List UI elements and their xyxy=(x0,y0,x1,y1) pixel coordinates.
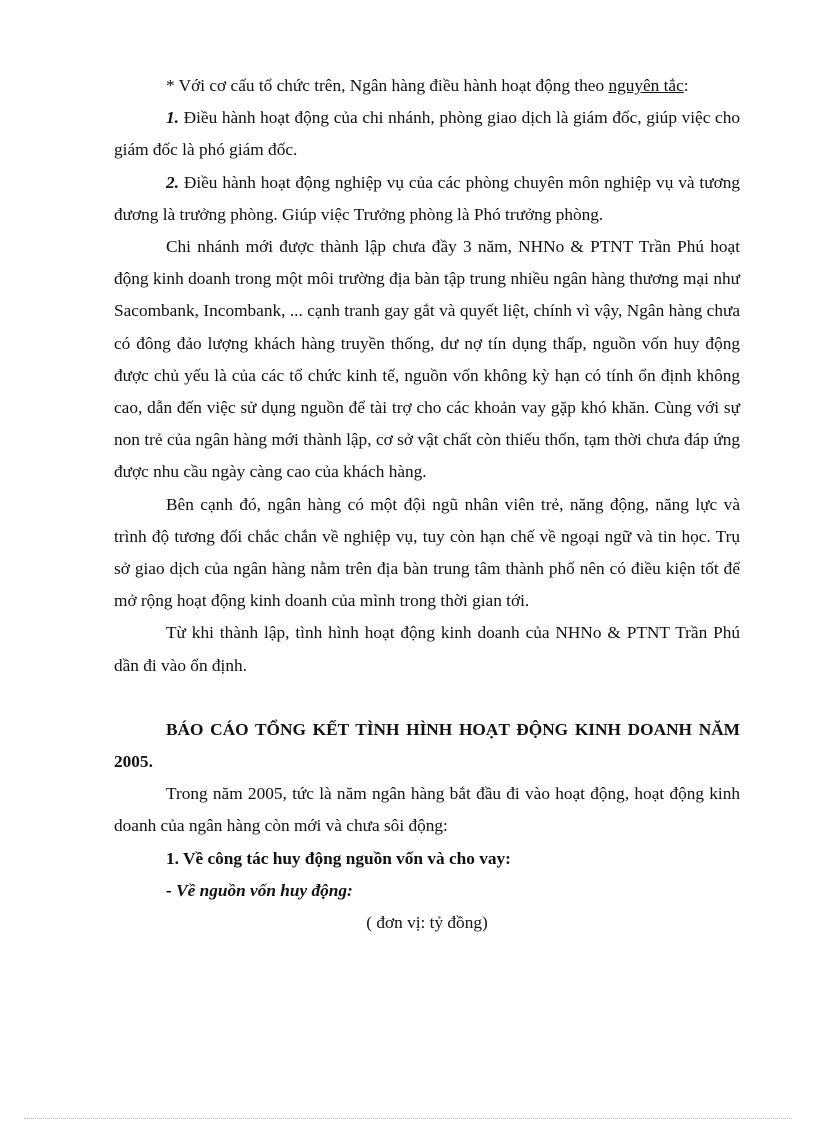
item-1-number: 1. xyxy=(166,108,179,128)
principle-colon: : xyxy=(683,76,689,95)
page-bottom-divider xyxy=(24,1118,792,1119)
unit-note: ( đơn vị: tỷ đồng) xyxy=(366,913,488,933)
staff-paragraph: Bên cạnh đó, ngân hàng có một đội ngũ nhân viên trẻ, năng động, năng lực và trình độ tương đối chắc chắn về nghiệp vụ, tuy còn hạn chế về ngoại ngữ và tin học. Trụ sở giao dịch của ngân hàng nằm trên địa bàn trung tâm thành phố nên có điều kiện tốt để mở rộng hoạt động kinh doanh của mình trong thời gian tới. xyxy=(114,494,740,611)
report-heading: BÁO CÁO TỔNG KẾT TÌNH HÌNH HOẠT ĐỘNG KINH DOANH NĂM 2005. xyxy=(114,719,740,772)
principle-paragraph xyxy=(114,70,740,102)
branch-paragraph: Chi nhánh mới được thành lập chưa đầy 3 năm, NHNo & PTNT Trần Phú hoạt động kinh doanh trong một môi trường địa bàn tập trung nhiều ngân hàng thương mại như Sacombank, Incombank, ... cạnh tranh gay gắt và quyết liệt, chính vì vậy, Ngân hàng chưa có đông đảo lượng khách hàng truyền thống, dư nợ tín dụng thấp, nguồn vốn huy động được chủ yếu là của các tổ chức kinh tế, nguồn vốn không kỳ hạn có tính ổn định không cao, dẫn đến việc sử dụng nguồn để tài trợ cho các khoản vay gặp khó khăn. Cùng với sự non trẻ của ngân hàng mới thành lập, cơ sở vật chất còn thiếu thốn, tạm thời chưa đáp ứng được nhu cầu ngày càng cao của khách hàng. xyxy=(114,237,740,482)
principle-item-1 xyxy=(114,102,740,166)
principle-item-2 xyxy=(114,167,740,231)
subsection-title: - Về nguồn vốn huy động: xyxy=(166,880,353,900)
stability-paragraph: Từ khi thành lập, tình hình hoạt động kinh doanh của NHNo & PTNT Trần Phú dần đi vào ổn định. xyxy=(114,623,740,675)
document-page xyxy=(114,70,740,939)
item-1-text: Điều hành hoạt động của chi nhánh, phòng giao dịch là giám đốc, giúp việc cho giám đốc là phó giám đốc. xyxy=(114,108,740,160)
year-2005-paragraph: Trong năm 2005, tức là năm ngân hàng bắt đầu đi vào hoạt động, hoạt động kinh doanh của ngân hàng còn mới và chưa sôi động: xyxy=(114,784,740,836)
principle-intro: * Với cơ cấu tổ chức trên, Ngân hàng điều hành hoạt động theo xyxy=(166,76,609,95)
item-2-text: Điều hành hoạt động nghiệp vụ của các phòng chuyên môn nghiệp vụ và tương đương là trưởng phòng. Giúp việc Trưởng phòng là Phó trưởng phòng. xyxy=(114,172,740,224)
section-1-title: 1. Về công tác huy động nguồn vốn và cho vay: xyxy=(166,848,511,868)
item-2-number: 2. xyxy=(166,172,179,192)
principle-underlined: nguyên tắc xyxy=(608,76,684,95)
